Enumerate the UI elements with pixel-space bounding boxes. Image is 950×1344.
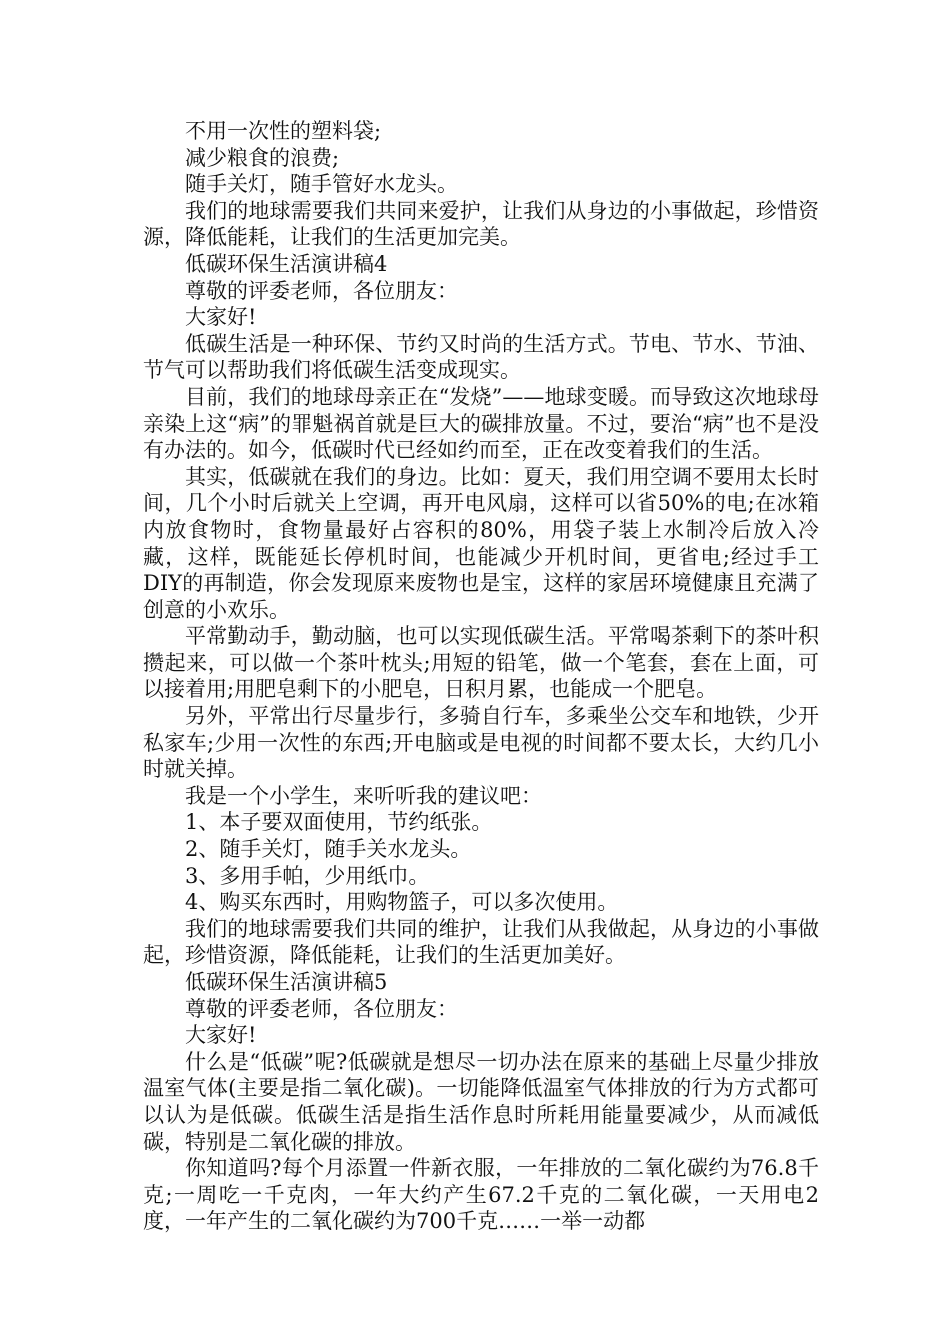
paragraph: 随手关灯，随手管好水龙头。 <box>185 172 458 197</box>
paragraph: 我们的地球需要我们共同的维护，让我们从我做起，从身边的小事做起，珍惜资源，降低能耗，让我们的生活更加美好。 <box>143 916 819 968</box>
list-item: 1、本子要双面使用，节约纸张。 <box>185 810 493 835</box>
paragraph: 低碳生活是一种环保、节约又时尚的生活方式。节电、节水、节油、节气可以帮助我们将低碳生活变成现实。 <box>143 331 819 383</box>
paragraph: 其实，低碳就在我们的身边。比如：夏天，我们用空调不要用太长时间，几个小时后就关上空调，再开电风扇，这样可以省50%的电;在冰箱内放食物时，食物量最好占容积的80%，用袋子装上水制冷后放入冷藏，这样，既能延长停机时间，也能减少开机时间，更省电;经过手工DIY的再制造，你会发现原来废物也是宝，这样的家居环境健康且充满了创意的小欢乐。 <box>143 464 819 622</box>
paragraph: 减少粮食的浪费; <box>185 145 340 170</box>
paragraph: 我是一个小学生，来听听我的建议吧： <box>185 783 542 808</box>
section-heading: 低碳环保生活演讲稿4 <box>185 251 388 276</box>
greeting: 大家好! <box>185 1023 257 1048</box>
paragraph: 我们的地球需要我们共同来爱护，让我们从身边的小事做起，珍惜资源，降低能耗，让我们的生活更加完美。 <box>143 198 819 250</box>
paragraph: 不用一次性的塑料袋; <box>185 119 382 143</box>
paragraph: 平常勤动手，勤动脑，也可以实现低碳生活。平常喝茶剩下的茶叶积攒起来，可以做一个茶叶枕头;用短的铅笔，做一个笔套，套在上面，可以接着用;用肥皂剩下的小肥皂，日积月累，也能成一个肥皂。 <box>143 624 819 702</box>
list-item: 4、购买东西时，用购物篮子，可以多次使用。 <box>185 890 619 915</box>
section-heading: 低碳环保生活演讲稿5 <box>185 970 388 994</box>
greeting: 大家好! <box>185 305 257 330</box>
paragraph: 你知道吗?每个月添置一件新衣服，一年排放的二氧化碳约为76.8千克;一周吃一千克肉，一年大约产生67.2千克的二氧化碳，一天用电2度，一年产生的二氧化碳约为700千克……一举一动都 <box>143 1156 819 1234</box>
list-item: 2、随手关灯，随手关水龙头。 <box>185 837 472 862</box>
salutation: 尊敬的评委老师，各位朋友： <box>185 996 458 1021</box>
paragraph: 目前，我们的地球母亲正在“发烧”——地球变暖。而导致这次地球母亲染上这“病”的罪魁祸首就是巨大的碳排放量。不过，要治“病”也不是没有办法的。如今，低碳时代已经如约而至，正在改变着我们的生活。 <box>143 384 819 463</box>
salutation: 尊敬的评委老师，各位朋友： <box>185 278 458 303</box>
document-body <box>143 118 819 1235</box>
paragraph: 另外，平常出行尽量步行，多骑自行车，多乘坐公交车和地铁，少开私家车;少用一次性的东西;开电脑或是电视的时间都不要太长，大约几小时就关掉。 <box>143 704 819 782</box>
paragraph: 什么是“低碳”呢?低碳就是想尽一切办法在原来的基础上尽量少排放温室气体(主要是指二氧化碳)。一切能降低温室气体排放的行为方式都可以认为是低碳。低碳生活是指生活作息时所耗用能量要减少，从而减低碳，特别是二氧化碳的排放。 <box>143 1049 819 1154</box>
list-item: 3、多用手帕，少用纸巾。 <box>185 863 430 888</box>
